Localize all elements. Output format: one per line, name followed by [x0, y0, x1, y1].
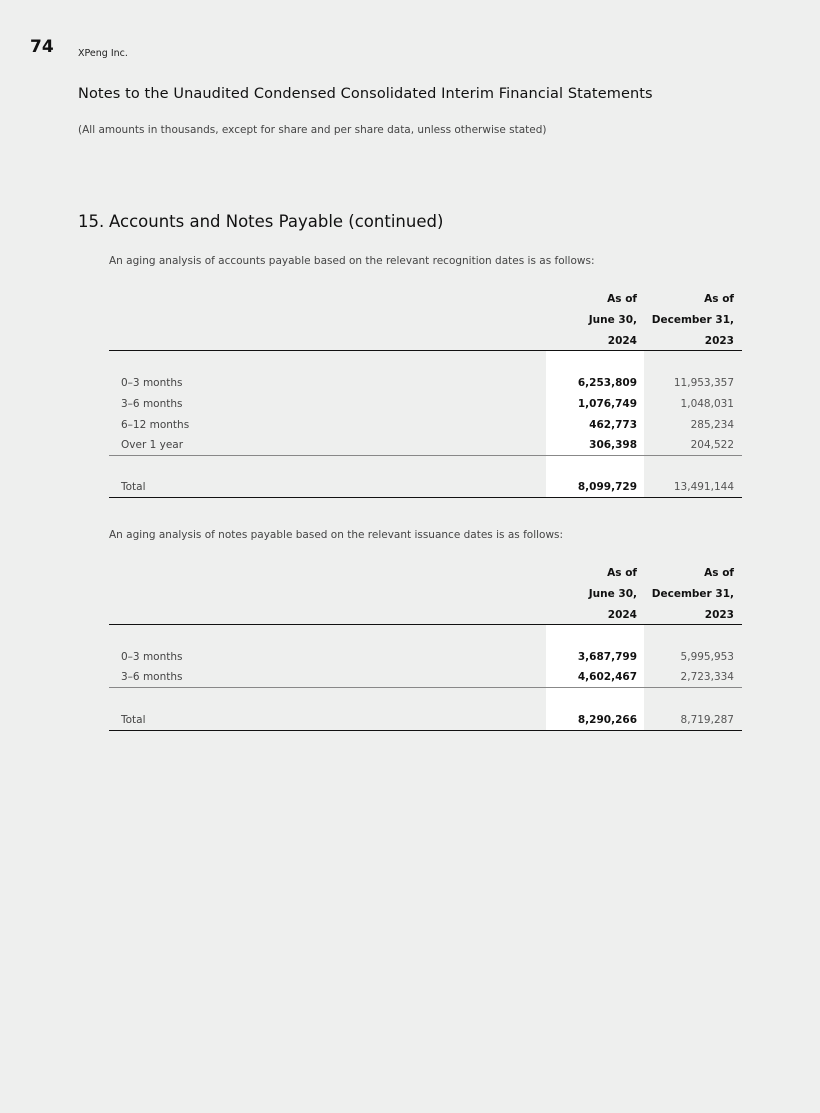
total-label: Total	[121, 481, 146, 493]
row-label: 6–12 months	[121, 419, 190, 431]
row-value-2023: 2,723,334	[680, 671, 734, 683]
row-label: 3–6 months	[121, 671, 183, 683]
row-value-2024: 6,253,809	[577, 377, 637, 389]
header-rule	[109, 624, 742, 625]
page-subtitle: (All amounts in thousands, except for share and per share data, unless otherwise stated)	[78, 124, 547, 136]
total-rule	[109, 497, 742, 498]
row-value-2024: 462,773	[589, 419, 637, 431]
section-heading	[78, 212, 443, 231]
total-label: Total	[121, 714, 146, 726]
total-value-2023: 8,719,287	[680, 714, 734, 726]
row-value-2023: 11,953,357	[673, 377, 734, 389]
row-label: 3–6 months	[121, 398, 183, 410]
np-col2-header-line1: As of	[704, 567, 734, 579]
row-value-2023: 1,048,031	[680, 398, 734, 410]
np-col1-header-line3: 2024	[607, 609, 637, 621]
subtotal-rule	[109, 687, 742, 688]
total-value-2024: 8,099,729	[577, 481, 637, 493]
company-name: XPeng Inc.	[78, 48, 128, 59]
table-row	[109, 439, 742, 459]
row-value-2023: 204,522	[690, 439, 734, 451]
table-row	[109, 377, 742, 397]
subtotal-rule	[109, 455, 742, 456]
np-col2-header-line2: December 31,	[651, 588, 734, 600]
np-col1-header-line1: As of	[607, 567, 637, 579]
row-value-2023: 285,234	[690, 419, 734, 431]
ap-col2-header-line3: 2023	[704, 335, 734, 347]
ap-col1-header-line2: June 30,	[588, 314, 637, 326]
header-rule	[109, 350, 742, 351]
ap-col2-header-line2: December 31,	[651, 314, 734, 326]
row-value-2024: 306,398	[589, 439, 637, 451]
ap-col1-header-line3: 2024	[607, 335, 637, 347]
accounts-payable-intro: An aging analysis of accounts payable based on the relevant recognition dates is as follows:	[109, 255, 595, 267]
total-value-2023: 13,491,144	[673, 481, 734, 493]
row-value-2024: 3,687,799	[577, 651, 637, 663]
np-col1-header-line2: June 30,	[588, 588, 637, 600]
page-number: 74	[30, 37, 54, 57]
page-title: Notes to the Unaudited Condensed Consolidated Interim Financial Statements	[78, 86, 653, 102]
section-number: 15.	[78, 212, 105, 231]
row-label: Over 1 year	[121, 439, 184, 451]
row-label: 0–3 months	[121, 377, 183, 389]
notes-payable-intro: An aging analysis of notes payable based on the relevant issuance dates is as follows:	[109, 529, 564, 541]
table-row	[109, 671, 742, 691]
table-row	[109, 398, 742, 418]
row-value-2024: 4,602,467	[577, 671, 637, 683]
row-value-2024: 1,076,749	[577, 398, 637, 410]
total-row	[109, 481, 742, 501]
row-label: 0–3 months	[121, 651, 183, 663]
table-row	[109, 651, 742, 671]
table-row	[109, 419, 742, 439]
np-col2-header-line3: 2023	[704, 609, 734, 621]
ap-col1-header-line1: As of	[607, 293, 637, 305]
section-title: Accounts and Notes Payable (continued)	[109, 212, 444, 231]
total-rule	[109, 730, 742, 731]
row-value-2023: 5,995,953	[680, 651, 734, 663]
ap-col2-header-line1: As of	[704, 293, 734, 305]
total-value-2024: 8,290,266	[577, 714, 637, 726]
total-row	[109, 714, 742, 734]
notes-payable-table	[109, 564, 742, 734]
accounts-payable-table	[109, 290, 742, 500]
